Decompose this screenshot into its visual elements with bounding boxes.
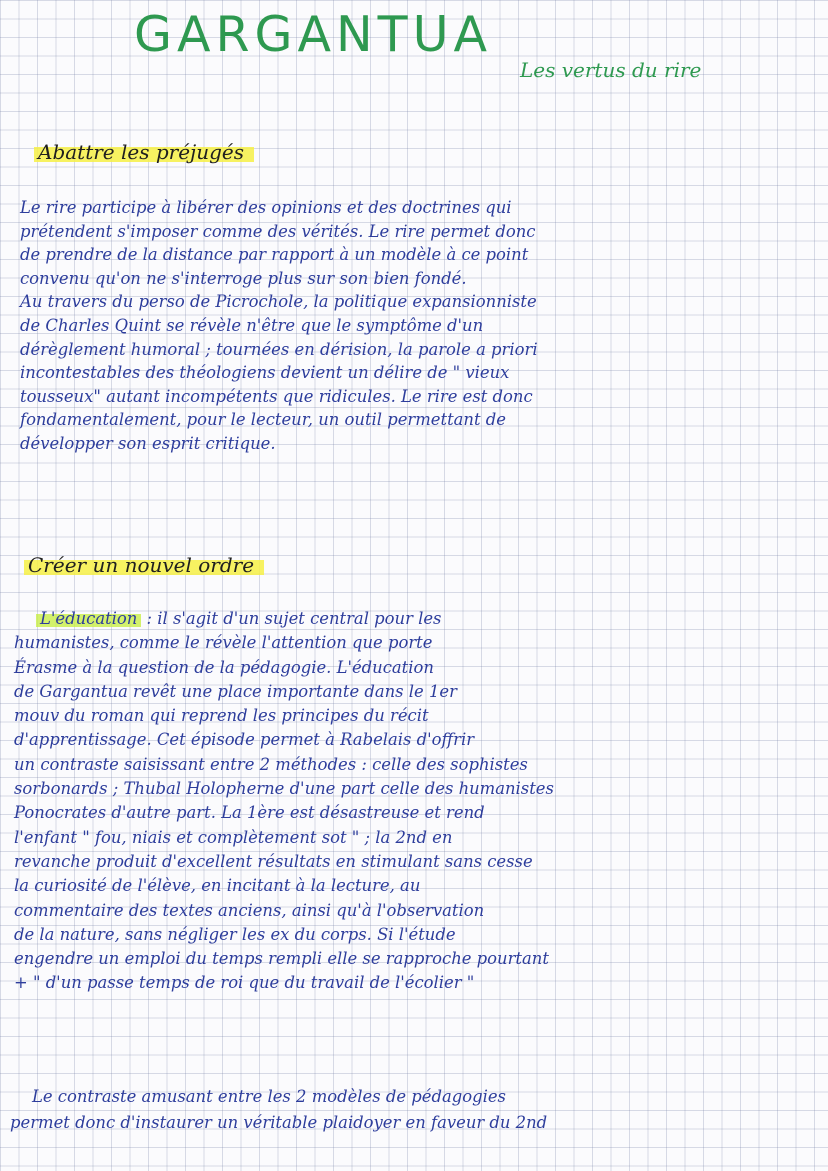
text-line: un contraste saisissant entre 2 méthodes : celle des sophistes: [14, 754, 528, 774]
paragraph-education: [14, 607, 554, 996]
text-line: de Gargantua revêt une place importante dans le 1er: [14, 681, 457, 701]
text-line: Érasme à la question de la pédagogie. L'éducation: [14, 657, 434, 677]
text-line: Au travers du perso de Picrochole, la politique expansionniste: [20, 292, 537, 312]
text-line: permet donc d'instaurer un véritable plaidoyer en faveur du 2nd: [10, 1113, 548, 1132]
text-line: humanistes, comme le révèle l'attention que porte: [14, 633, 433, 653]
text-line: commentaire des textes anciens, ainsi qu'à l'observation: [14, 900, 485, 920]
text-line: + " d'un passe temps de roi que du travail de l'écolier ": [14, 973, 475, 993]
text-line: Le contraste amusant entre les 2 modèles de pédagogies: [32, 1087, 506, 1106]
paragraph-conclusion: [10, 1084, 547, 1136]
text-line: dérèglement humoral ; tournées en dérision, la parole a priori: [20, 339, 538, 359]
section-heading-text: Abattre les préjugés: [34, 140, 254, 164]
text-line: mouv du roman qui reprend les principes du récit: [14, 706, 429, 726]
text-line: Ponocrates d'autre part. La 1ère est désastreuse et rend: [14, 803, 485, 823]
text-line: engendre un emploi du temps rempli elle se rapproche pourtant: [14, 949, 549, 969]
text-line: Le rire participe à libérer des opinions et des doctrines qui: [20, 198, 512, 217]
text-line: la curiosité de l'élève, en incitant à la lecture, au: [14, 876, 421, 896]
text-line: développer son esprit critique.: [20, 433, 276, 453]
text-line: fondamentalement, pour le lecteur, un outil permettant de: [20, 410, 506, 430]
text-line: L'éducation : il s'agit d'un sujet central pour les: [14, 607, 554, 631]
text-line: d'apprentissage. Cet épisode permet à Rabelais d'offrir: [14, 730, 475, 750]
text-line: revanche produit d'excellent résultats en stimulant sans cesse: [14, 851, 533, 871]
page-title: GARGANTUA: [134, 6, 492, 63]
text-line: sorbonards ; Thubal Holopherne d'une part celle des humanistes: [14, 779, 554, 799]
highlighted-keyword: L'éducation: [36, 609, 141, 628]
text-line: de prendre de la distance par rapport à un modèle à ce point: [20, 245, 529, 265]
text-line: de la nature, sans négliger les ex du corps. Si l'étude: [14, 924, 456, 944]
section-heading-abattre: [34, 140, 254, 164]
page-subtitle: Les vertus du rire: [520, 58, 702, 82]
text-line: l'enfant " fou, niais et complètement sot " ; la 2nd en: [14, 827, 453, 847]
section-heading-creer: [24, 553, 264, 577]
section-heading-text: Créer un nouvel ordre: [24, 553, 264, 577]
text-line: incontestables des théologiens devient un délire de " vieux: [20, 363, 510, 383]
text-line: tousseux" autant incompétents que ridicules. Le rire est donc: [20, 386, 533, 406]
paragraph-abattre: [20, 196, 538, 456]
text-line: convenu qu'on ne s'interroge plus sur son bien fondé.: [20, 268, 467, 288]
text-line: prétendent s'imposer comme des vérités. Le rire permet donc: [20, 221, 536, 241]
text-line: de Charles Quint se révèle n'être que le symptôme d'un: [20, 315, 484, 335]
